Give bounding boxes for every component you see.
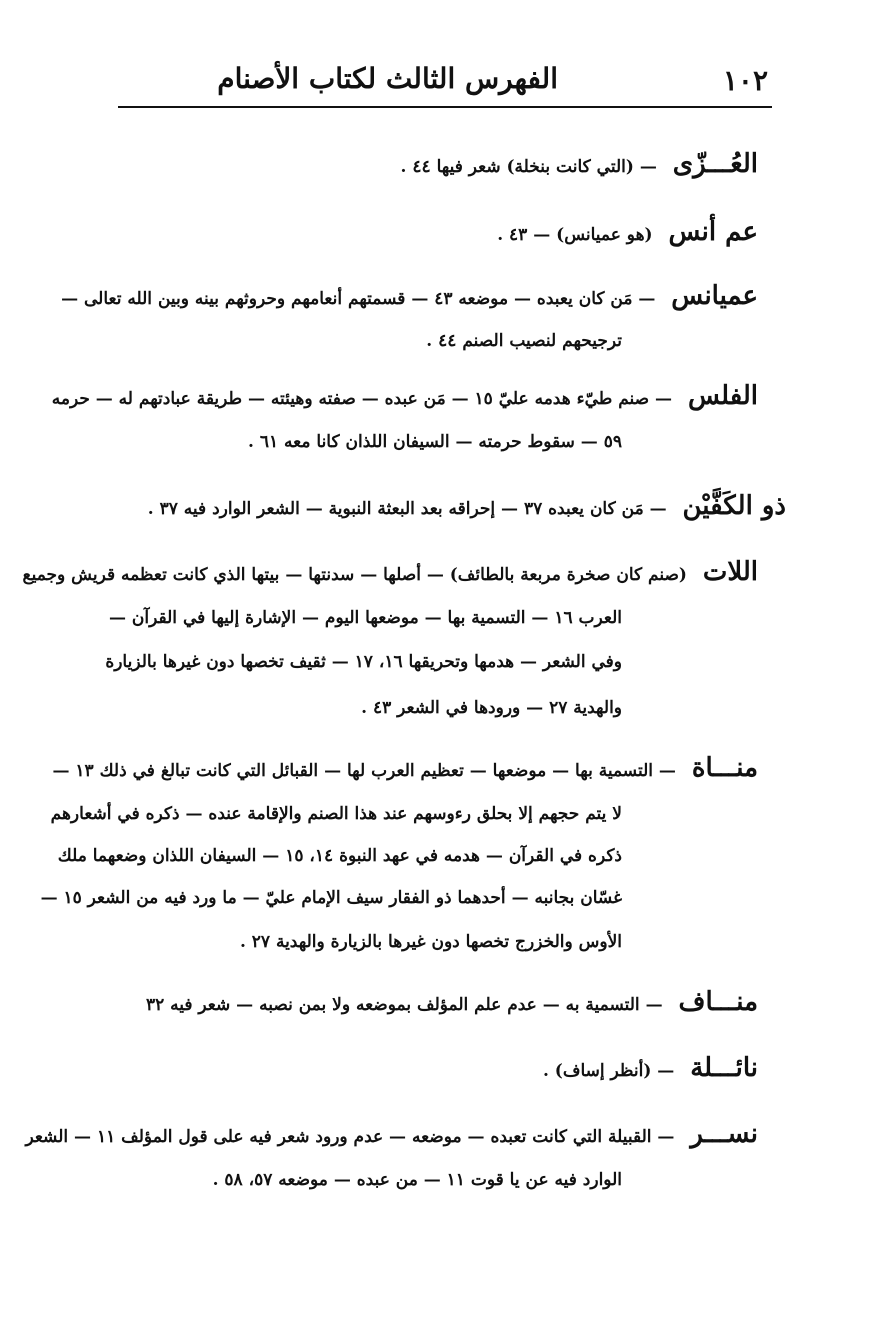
entry-line: والهدية ٢٧ — ورودها في الشعر ٤٣ . <box>361 698 622 718</box>
entry-line: — القبيلة التي كانت تعبده — موضعه — عدم ورود شعر فيه على قول المؤلف ١١ — الشعر <box>25 1127 675 1147</box>
entry-term: ذو الكَفَّيْن <box>682 491 786 521</box>
entry-line: لا يتم حجهم إلا بحلق رءوسهم عند هذا الصنم والإقامة عنده — ذكره في أشعارهم <box>50 804 622 824</box>
entry-term: منـــاة <box>691 753 758 783</box>
entry-naila <box>543 1054 758 1085</box>
entry-amm-anas <box>497 218 758 249</box>
entry-lat <box>23 558 758 589</box>
entry-dhu-al-kaffayn <box>148 492 786 523</box>
header-rule <box>118 106 772 108</box>
entry-line: (هو عميانس) — ٤٣ . <box>497 225 653 245</box>
entry-term: عم أنس <box>668 217 758 247</box>
entry-line: — (أنظر إساف) . <box>542 1061 675 1081</box>
entry-line: غسّان بجانبه — أحدهما ذو الفقار سيف الإمام عليّ — ما ورد فيه من الشعر ١٥ — <box>40 888 622 908</box>
entry-line: — (التي كانت بنخلة) شعر فيها ٤٤ . <box>400 157 657 177</box>
entry-line: — التسمية بها — موضعها — تعظيم العرب لها — القبائل التي كانت تبالغ في ذلك ١٣ — <box>52 761 676 781</box>
page-number: ١٠٢ <box>722 64 768 97</box>
entry-line: — صنم طيّء هدمه عليّ ١٥ — مَن عبده — صفته وهيئته — طريقة عبادتهم له — حرمه <box>51 389 673 409</box>
entry-line: — مَن كان يعبده — موضعه ٤٣ — قسمتهم أنعامهم وحروثهم بينه وبين الله تعالى — <box>61 289 656 309</box>
entry-line: العرب ١٦ — التسمية بها — موضعها اليوم — الإشارة إليها في القرآن — <box>109 608 622 628</box>
entry-fals <box>52 382 758 413</box>
entry-line: (صنم كان صخرة مربعة بالطائف) — أصلها — سدنتها — بيتها الذي كانت تعظمه قريش وجميع <box>22 565 687 585</box>
entry-line: — التسمية به — عدم علم المؤلف بموضعه ولا بمن نصبه — شعر فيه ٣٢ <box>145 995 663 1015</box>
running-title: الفهرس الثالث لكتاب الأصنام <box>217 62 558 95</box>
entry-line: وفي الشعر — هدمها وتحريقها ١٦، ١٧ — ثقيف تخصها دون غيرها بالزيارة <box>105 652 622 672</box>
entry-term: الفلس <box>687 381 758 411</box>
entry-manat <box>53 754 759 785</box>
entry-term: نســـر <box>690 1119 758 1149</box>
entry-nasr <box>25 1120 758 1151</box>
entry-line: ٥٩ — سقوط حرمته — السيفان اللذان كانا معه ٦١ . <box>248 432 622 452</box>
entry-term: اللات <box>702 557 758 587</box>
entry-term: العُـــزّى <box>672 149 758 179</box>
entry-line: — مَن كان يعبده ٣٧ — إحراقه بعد البعثة النبوية — الشعر الوارد فيه ٣٧ . <box>147 499 667 519</box>
entry-line: ترجيحهم لنصيب الصنم ٤٤ . <box>426 331 622 351</box>
entry-manaf <box>146 988 758 1019</box>
entry-term: منـــاف <box>678 987 758 1017</box>
entry-line: ذكره في القرآن — هدمه في عهد النبوة ١٤، ١٥ — السيفان اللذان وضعهما ملك <box>57 846 622 866</box>
entry-uzza <box>401 150 758 181</box>
entry-term: نائـــلة <box>690 1053 758 1083</box>
entry-line: الوارد فيه عن يا قوت ١١ — من عبده — موضعه ٥٧، ٥٨ . <box>212 1170 622 1190</box>
entry-amyanis <box>61 282 758 313</box>
entry-line: الأوس والخزرج تخصها دون غيرها بالزيارة والهدية ٢٧ . <box>239 932 622 952</box>
entry-term: عميانس <box>671 281 758 311</box>
page-header <box>118 58 768 102</box>
